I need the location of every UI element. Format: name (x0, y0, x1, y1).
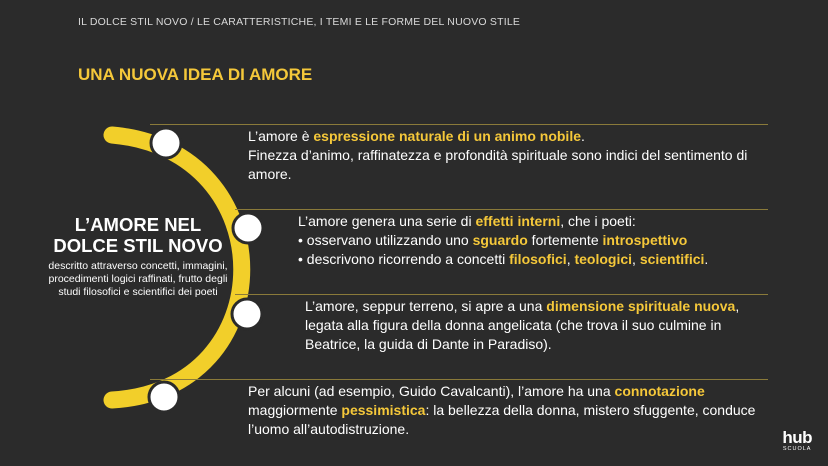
item-4: Per alcuni (ad esempio, Guido Cavalcanti), l’amore ha una connotazione maggiormente pessimistica: la bellezza della donna, mistero sfuggente, conduce l’uomo all’autodistruzione. (248, 383, 756, 437)
divider-1 (150, 124, 768, 125)
divider-3 (235, 294, 768, 295)
timeline-node-3 (232, 299, 262, 329)
divider-4 (150, 379, 768, 380)
timeline-node-4 (149, 382, 179, 412)
item-2: L’amore genera una serie di effetti interni, che i poeti: • osservano utilizzando uno sguardo fortemente introspettivo • descrivono ricorrendo a concetti filosofici, teologici, scientifici. (298, 213, 709, 267)
breadcrumb: IL DOLCE STIL NOVO / LE CARATTERISTICHE, I TEMI E LE FORME DEL NUOVO STILE (78, 16, 521, 28)
page-title: UNA NUOVA IDEA DI AMORE (78, 65, 313, 84)
divider-2 (235, 209, 768, 210)
left-heading: L’AMORE NEL DOLCE STIL NOVO (53, 214, 223, 256)
item-3: L’amore, seppur terreno, si apre a una dimensione spirituale nuova, legata alla figura della donna angelicata (che trova il suo culmine in Beatrice, la guida di Dante in Paradiso). (305, 298, 740, 352)
timeline-node-1 (151, 128, 181, 158)
item-1: L’amore è espressione naturale di un animo nobile. Finezza d’animo, raffinatezza e profondità spirituale sono indici del sentimento di amore. (248, 128, 748, 182)
hub-scuola-logo: hub SCUOLA (782, 428, 812, 452)
left-subtitle: descritto attraverso concetti, immagini, procedimenti logici raffinati, frutto degli studi filosofici e scientifici dei poeti (48, 260, 228, 298)
left-summary (38, 214, 238, 299)
